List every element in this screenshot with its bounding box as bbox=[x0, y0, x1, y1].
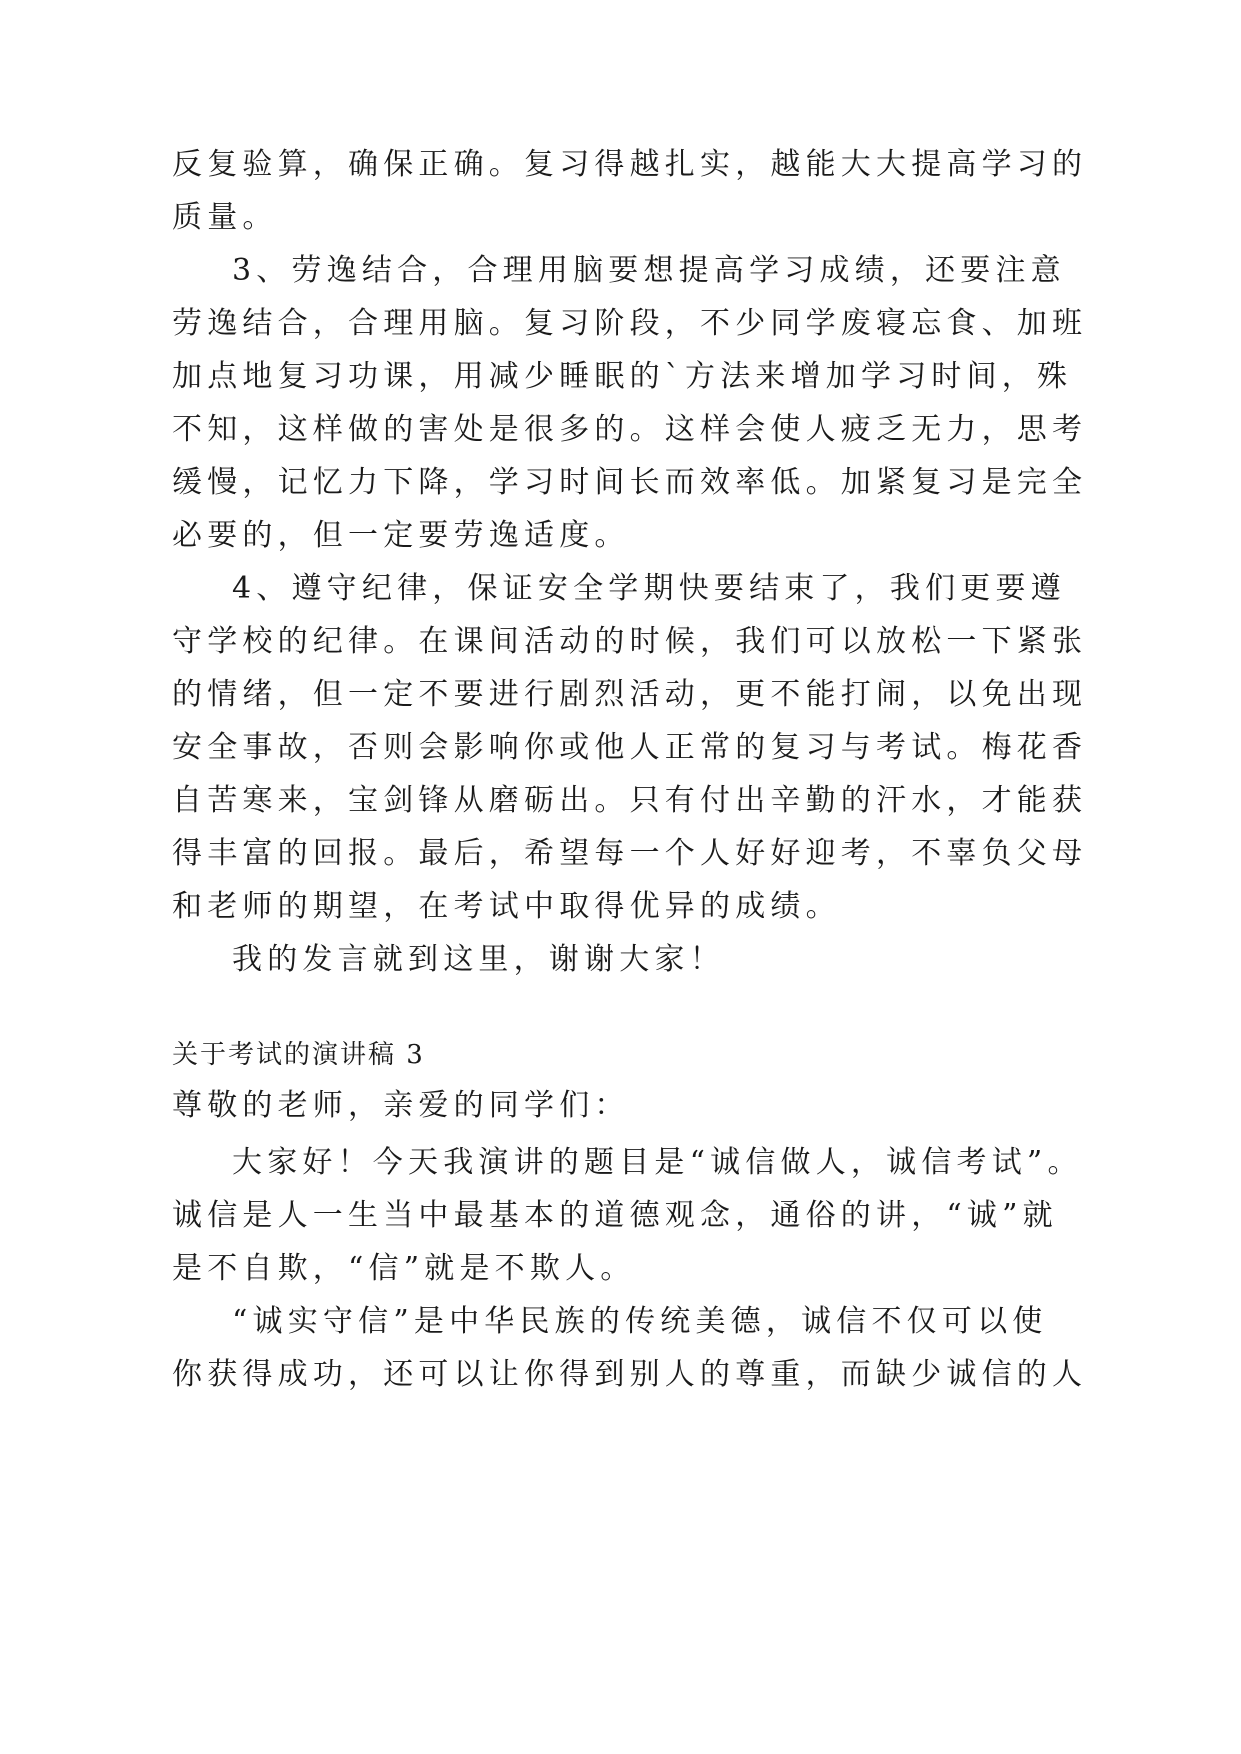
text-line bbox=[0, 616, 1241, 668]
line-text: 我的发言就到这里，谢谢大家！ bbox=[232, 942, 725, 977]
text-line bbox=[0, 510, 1241, 562]
line-text: 4、遵守纪律，保证安全学期快要结束了，我们更要遵 bbox=[232, 571, 1066, 606]
line-text: 质量。 bbox=[172, 200, 278, 235]
text-line bbox=[0, 245, 1241, 297]
section-title: 关于考试的演讲稿 3 bbox=[172, 1040, 425, 1070]
text-line bbox=[0, 828, 1241, 880]
line-text: 和老师的期望，在考试中取得优异的成绩。 bbox=[172, 889, 841, 924]
line-text: 自苦寒来，宝剑锋从磨砺出。只有付出辛勤的汗水，才能获 bbox=[172, 783, 1088, 818]
line-text: 加点地复习功课，用减少睡眠的`方法来增加学习时间，殊 bbox=[172, 359, 1073, 394]
text-line bbox=[0, 1243, 1241, 1295]
text-line bbox=[0, 669, 1241, 721]
line-text: 得丰富的回报。最后，希望每一个人好好迎考，不辜负父母 bbox=[172, 836, 1088, 871]
text-line bbox=[0, 722, 1241, 774]
line-text: 大家好！今天我演讲的题目是“诚信做人，诚信考试”。 bbox=[232, 1145, 1083, 1180]
text-line bbox=[0, 563, 1241, 615]
line-text: 你获得成功，还可以让你得到别人的尊重，而缺少诚信的人 bbox=[172, 1357, 1088, 1392]
line-text: 劳逸结合，合理用脑。复习阶段，不少同学废寝忘食、加班 bbox=[172, 306, 1088, 341]
line-text: 3、劳逸结合，合理用脑要想提高学习成绩，还要注意 bbox=[232, 253, 1066, 288]
text-line bbox=[0, 775, 1241, 827]
line-text: “诚实守信”是中华民族的传统美德，诚信不仅可以使 bbox=[232, 1304, 1048, 1339]
text-line bbox=[0, 881, 1241, 933]
text-line bbox=[0, 1296, 1241, 1348]
text-line bbox=[0, 192, 1241, 244]
text-line bbox=[0, 351, 1241, 403]
line-text: 诚信是人一生当中最基本的道德观念，通俗的讲，“诚”就 bbox=[172, 1198, 1058, 1233]
line-text: 缓慢，记忆力下降，学习时间长而效率低。加紧复习是完全 bbox=[172, 465, 1088, 500]
line-text: 不知，这样做的害处是很多的。这样会使人疲乏无力，思考 bbox=[172, 412, 1088, 447]
text-line bbox=[0, 298, 1241, 350]
text-line bbox=[0, 457, 1241, 509]
line-text: 的情绪，但一定不要进行剧烈活动，更不能打闹，以免出现 bbox=[172, 677, 1088, 712]
text-line bbox=[0, 1137, 1241, 1189]
line-text: 反复验算，确保正确。复习得越扎实，越能大大提高学习的 bbox=[172, 147, 1088, 182]
text-line bbox=[0, 404, 1241, 456]
text-line bbox=[0, 1349, 1241, 1401]
text-line bbox=[0, 934, 1241, 986]
line-text: 必要的，但一定要劳逸适度。 bbox=[172, 518, 630, 553]
section-title-line bbox=[0, 1029, 1241, 1081]
line-text: 守学校的纪律。在课间活动的时候，我们可以放松一下紧张 bbox=[172, 624, 1088, 659]
salutation: 尊敬的老师，亲爱的同学们： bbox=[172, 1088, 630, 1123]
line-text: 是不自欺，“信”就是不欺人。 bbox=[172, 1251, 636, 1286]
text-line bbox=[0, 1080, 1241, 1132]
text-line bbox=[0, 139, 1241, 191]
line-text: 安全事故，否则会影响你或他人正常的复习与考试。梅花香 bbox=[172, 730, 1088, 765]
text-line bbox=[0, 1190, 1241, 1242]
